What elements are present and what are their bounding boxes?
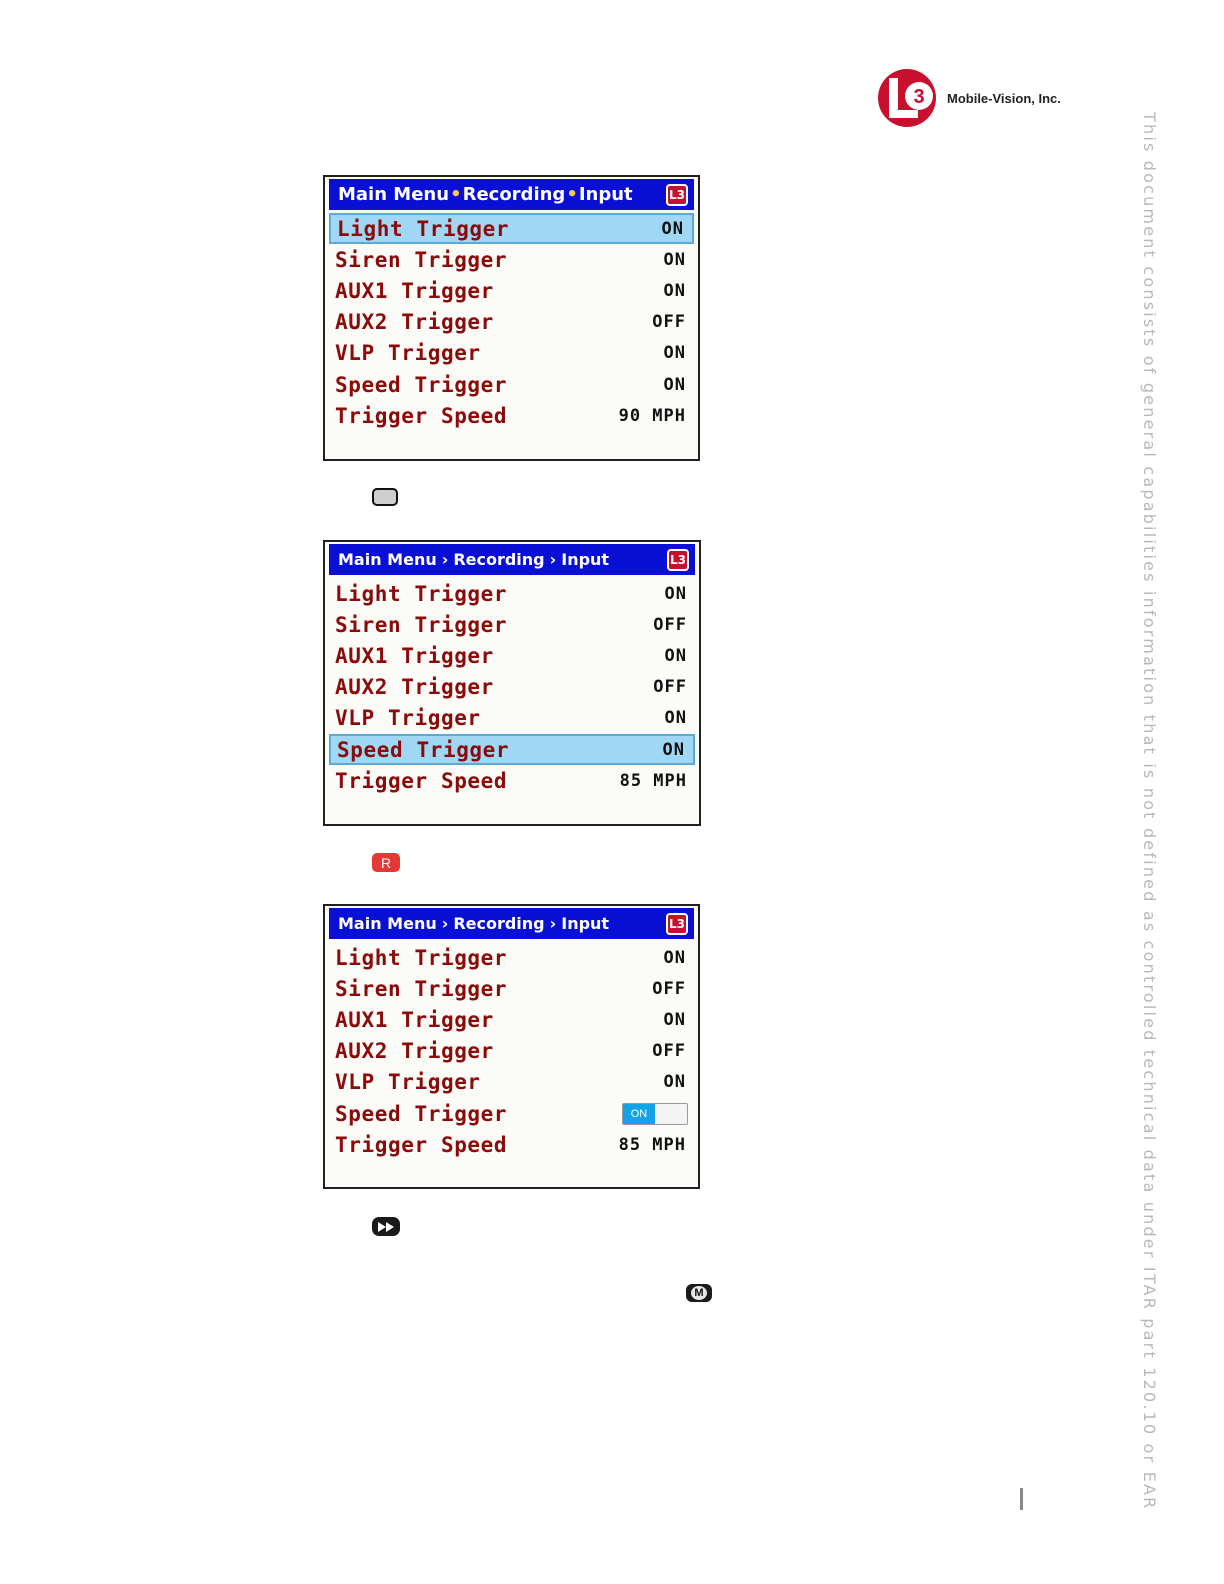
fast-forward-button-icon	[372, 1217, 400, 1236]
menu-row-vlp-trigger[interactable]	[329, 703, 695, 734]
row-value: OFF	[652, 312, 686, 333]
row-value: ON	[663, 249, 686, 270]
menu-list	[329, 578, 695, 796]
fast-forward-icon	[377, 1221, 395, 1233]
row-label: Speed Trigger	[335, 1101, 508, 1126]
row-label: VLP Trigger	[335, 706, 481, 731]
screen-header	[329, 179, 694, 210]
menu-row-speed-trigger[interactable]	[329, 369, 694, 400]
breadcrumb-main-menu: Main Menu	[338, 550, 437, 569]
menu-row-siren-trigger[interactable]	[329, 609, 695, 640]
svg-text:3: 3	[913, 86, 925, 108]
menu-row-siren-trigger[interactable]	[329, 244, 694, 275]
row-value: ON	[663, 343, 686, 364]
row-label: Trigger Speed	[335, 1132, 508, 1157]
device-screen-1	[323, 175, 700, 461]
chevron-right-icon: ›	[441, 550, 449, 569]
row-label: AUX1 Trigger	[335, 643, 494, 668]
row-label: Siren Trigger	[335, 976, 508, 1001]
chevron-right-icon: ›	[441, 914, 449, 933]
menu-row-trigger-speed[interactable]	[329, 400, 694, 431]
menu-row-aux2-trigger[interactable]	[329, 672, 695, 703]
row-label: VLP Trigger	[335, 1070, 481, 1095]
row-label: Trigger Speed	[335, 403, 508, 428]
row-label: Speed Trigger	[335, 372, 508, 397]
menu-list	[329, 213, 694, 431]
row-label: AUX1 Trigger	[335, 278, 494, 303]
menu-row-aux2-trigger[interactable]	[329, 1036, 694, 1067]
row-value: ON	[663, 1009, 686, 1030]
row-label: Siren Trigger	[335, 612, 508, 637]
row-value: OFF	[652, 978, 686, 999]
row-label: AUX2 Trigger	[335, 310, 494, 335]
row-label: VLP Trigger	[335, 341, 481, 366]
row-value: 85 MPH	[619, 770, 687, 791]
menu-row-trigger-speed[interactable]	[329, 765, 695, 796]
menu-row-aux1-trigger[interactable]	[329, 1004, 694, 1035]
breadcrumb-main-menu: Main Menu	[338, 184, 450, 205]
l3-badge-icon: L3	[667, 549, 689, 571]
row-value: ON	[664, 583, 687, 604]
company-logo	[875, 68, 1075, 130]
page-number-bar	[1020, 1488, 1023, 1510]
toggle-on-state: ON	[623, 1104, 655, 1124]
menu-row-light-trigger[interactable]	[329, 213, 694, 244]
breadcrumb-recording: Recording	[462, 184, 566, 205]
row-label: AUX1 Trigger	[335, 1007, 494, 1032]
row-value: ON	[663, 280, 686, 301]
row-label: AUX2 Trigger	[335, 675, 494, 700]
menu-row-aux1-trigger[interactable]	[329, 275, 694, 306]
device-screen-3	[323, 904, 700, 1189]
row-value: ON	[663, 947, 686, 968]
breadcrumb-main-menu: Main Menu	[338, 914, 437, 933]
row-label: Light Trigger	[337, 216, 510, 241]
row-value: OFF	[653, 614, 687, 635]
menu-row-light-trigger[interactable]	[329, 942, 694, 973]
breadcrumb-input: Input	[561, 550, 610, 569]
menu-row-light-trigger[interactable]	[329, 578, 695, 609]
row-value: 85 MPH	[618, 1134, 686, 1155]
menu-row-aux2-trigger[interactable]	[329, 307, 694, 338]
row-label: Light Trigger	[335, 945, 508, 970]
breadcrumb-input: Input	[578, 184, 633, 205]
chevron-right-icon: ›	[549, 550, 557, 569]
menu-row-speed-trigger[interactable]	[329, 734, 695, 765]
row-value: OFF	[653, 677, 687, 698]
l3-badge-icon: L3	[666, 184, 688, 206]
speed-trigger-toggle[interactable]	[622, 1103, 688, 1125]
menu-button-label: M	[691, 1286, 707, 1300]
row-label: Siren Trigger	[335, 247, 508, 272]
itar-side-note: This document consists of general capabilities information that is not defined as controlled technical data under ITAR part 120.10 or EAR	[1140, 112, 1159, 1511]
row-value: ON	[662, 739, 685, 760]
row-value: ON	[663, 374, 686, 395]
chevron-right-icon: ›	[549, 914, 557, 933]
row-value: OFF	[652, 1041, 686, 1062]
l3-logo-icon	[875, 68, 939, 128]
breadcrumb-separator: •	[450, 184, 462, 205]
breadcrumb-recording: Recording	[453, 550, 545, 569]
device-screen-2	[323, 540, 701, 826]
row-value: ON	[664, 708, 687, 729]
row-value: 90 MPH	[618, 405, 686, 426]
row-label: Trigger Speed	[335, 768, 508, 793]
menu-row-aux1-trigger[interactable]	[329, 640, 695, 671]
breadcrumb-recording: Recording	[453, 914, 545, 933]
menu-row-speed-trigger[interactable]	[329, 1098, 694, 1129]
row-label: Speed Trigger	[337, 737, 510, 762]
breadcrumb-separator: •	[566, 184, 578, 205]
row-label: Light Trigger	[335, 581, 508, 606]
l3-badge-icon: L3	[666, 913, 688, 935]
record-button-label: R	[380, 854, 392, 871]
menu-row-trigger-speed[interactable]	[329, 1129, 694, 1160]
row-label: AUX2 Trigger	[335, 1039, 494, 1064]
menu-list	[329, 942, 694, 1160]
row-value: ON	[664, 645, 687, 666]
stop-button-icon	[372, 488, 398, 506]
row-value: ON	[663, 1072, 686, 1093]
menu-row-vlp-trigger[interactable]	[329, 338, 694, 369]
record-button-icon	[372, 853, 400, 872]
row-value: ON	[661, 218, 684, 239]
menu-button-icon	[686, 1284, 712, 1302]
screen-header	[329, 908, 694, 939]
breadcrumb-input: Input	[561, 914, 610, 933]
menu-row-siren-trigger[interactable]	[329, 973, 694, 1004]
screen-header	[329, 544, 695, 575]
menu-row-vlp-trigger[interactable]	[329, 1067, 694, 1098]
company-name: Mobile-Vision, Inc.	[947, 91, 1061, 106]
